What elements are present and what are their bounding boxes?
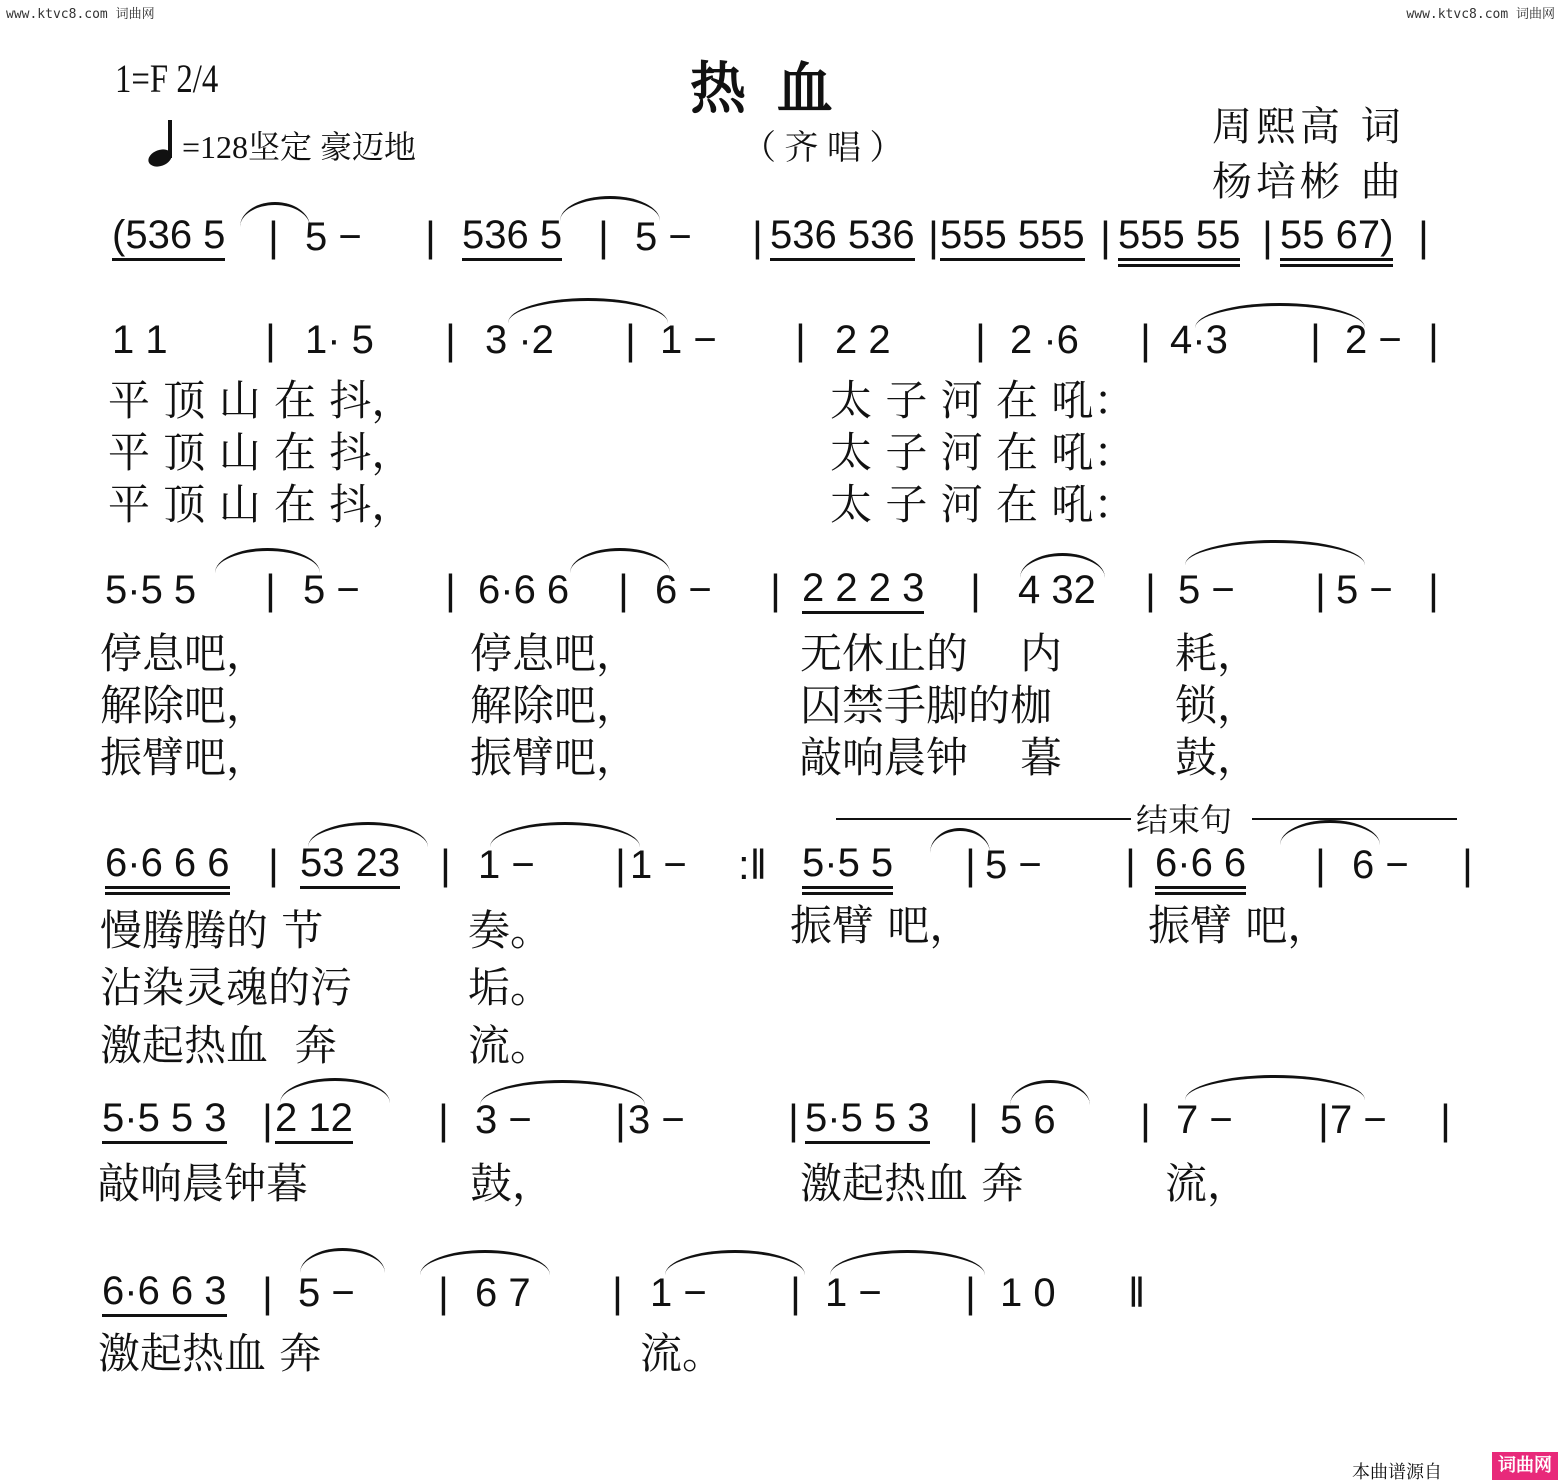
barline: | bbox=[618, 566, 629, 613]
watermark-right: www.ktvc8.com 词曲网 bbox=[1406, 7, 1555, 22]
score-row-1 bbox=[0, 212, 1561, 272]
score-row-3 bbox=[0, 565, 1561, 625]
barline: | bbox=[268, 213, 279, 260]
slur bbox=[215, 548, 320, 573]
lyric-line: 振臂吧， bbox=[470, 733, 639, 782]
lyric-line: 振臂 吧， bbox=[1148, 901, 1330, 950]
barline: | bbox=[445, 316, 456, 363]
barline: | bbox=[1140, 1096, 1151, 1143]
composer-credit: 杨培彬 曲 bbox=[1212, 159, 1405, 205]
lyric-line: 流。 bbox=[640, 1329, 725, 1378]
lyric-line: 囚禁手脚的枷 bbox=[800, 681, 1053, 730]
note-group: 2 − bbox=[1345, 318, 1402, 362]
lyric-line: 停息吧， bbox=[100, 629, 269, 678]
barline: | bbox=[1100, 213, 1111, 260]
barline: | bbox=[438, 1096, 449, 1143]
barline: | bbox=[975, 316, 986, 363]
key-signature: 1=F 2/4 bbox=[115, 56, 219, 101]
note-group: 7 − bbox=[1330, 1098, 1387, 1142]
note-group: 555 555 bbox=[940, 212, 1085, 261]
watermark-left: www.ktvc8.com 词曲网 bbox=[6, 7, 155, 22]
lyric-line: 敲响晨钟暮 bbox=[98, 1159, 309, 1208]
note-group: 2 ·6 bbox=[1010, 318, 1079, 362]
barline: | bbox=[425, 213, 436, 260]
barline: | bbox=[968, 1096, 979, 1143]
barline: | bbox=[625, 316, 636, 363]
note-group: 1 − bbox=[630, 843, 687, 887]
ending-bracket-line bbox=[1252, 818, 1457, 820]
lyric-line: 暮 bbox=[1020, 733, 1063, 782]
barline: | bbox=[262, 1096, 273, 1143]
lyric-line: 内 bbox=[1020, 629, 1063, 678]
slur bbox=[300, 1248, 385, 1273]
note-group: 1 − bbox=[478, 843, 535, 887]
lyric-line: 振臂吧， bbox=[100, 733, 269, 782]
lyric-line: 平 顶 山 在 抖， bbox=[108, 376, 414, 425]
note-group: 5 − bbox=[1336, 568, 1393, 612]
note-group: 555 55 bbox=[1118, 212, 1240, 261]
note-group: 5·5 5 3 bbox=[805, 1095, 930, 1144]
lyric-line: 解除吧， bbox=[100, 681, 269, 730]
barline: | bbox=[265, 566, 276, 613]
slur bbox=[240, 202, 310, 227]
lyric-line: 停息吧， bbox=[470, 629, 639, 678]
barline: | bbox=[1140, 316, 1151, 363]
lyricist-credit: 周熙高 词 bbox=[1212, 104, 1405, 150]
final-barline: ‖ bbox=[1128, 1269, 1146, 1316]
slur bbox=[1280, 820, 1380, 845]
score-row-4 bbox=[0, 840, 1561, 900]
note-group: 1 1 bbox=[112, 318, 168, 362]
slur bbox=[930, 828, 990, 853]
barline: | bbox=[965, 841, 976, 888]
barline: | bbox=[788, 1096, 799, 1143]
note-group: 55 67) bbox=[1280, 212, 1393, 261]
note-group: 5 − bbox=[635, 215, 692, 259]
slur bbox=[1195, 303, 1365, 328]
ending-section-label: 结束句 bbox=[1136, 801, 1233, 839]
barline: | bbox=[928, 213, 939, 260]
note-group: 4·3 bbox=[1170, 318, 1228, 362]
repeat-sign: :‖ bbox=[738, 841, 768, 888]
note-group: 3 − bbox=[628, 1098, 685, 1142]
barline: | bbox=[1315, 841, 1326, 888]
note-group: 1 − bbox=[660, 318, 717, 362]
note-group: 6 7 bbox=[475, 1271, 531, 1315]
note-group: (536 5 bbox=[112, 212, 225, 261]
lyric-line: 鼓， bbox=[470, 1159, 555, 1208]
lyric-line: 敲响晨钟 bbox=[800, 733, 969, 782]
lyric-line: 太 子 河 在 吼： bbox=[830, 480, 1136, 529]
slur bbox=[830, 1250, 985, 1275]
barline: | bbox=[1145, 566, 1156, 613]
note-group: 5·5 5 3 bbox=[102, 1095, 227, 1144]
note-group: 6 − bbox=[1352, 843, 1409, 887]
note-group: 5 − bbox=[985, 843, 1042, 887]
lyric-line: 慢腾腾的 节 bbox=[100, 906, 324, 955]
note-group: 6 − bbox=[655, 568, 712, 612]
lyric-line: 流。 bbox=[468, 1021, 553, 1070]
lyric-line: 激起热血 奔 bbox=[98, 1329, 322, 1378]
barline: | bbox=[770, 566, 781, 613]
ending-bracket-line bbox=[836, 818, 1131, 820]
note-group: 2 2 bbox=[835, 318, 891, 362]
lyric-line: 激起热血 奔 bbox=[800, 1159, 1024, 1208]
barline: | bbox=[965, 1269, 976, 1316]
barline: | bbox=[795, 316, 806, 363]
lyric-line: 沾染灵魂的污 bbox=[100, 963, 353, 1012]
lyric-line: 太 子 河 在 吼： bbox=[830, 376, 1136, 425]
barline: | bbox=[1315, 566, 1326, 613]
slur bbox=[1010, 1080, 1090, 1105]
barline: | bbox=[612, 1269, 623, 1316]
barline: | bbox=[262, 1269, 273, 1316]
note-group: 536 536 bbox=[770, 212, 915, 261]
lyric-line: 垢。 bbox=[468, 963, 553, 1012]
slur bbox=[308, 822, 428, 847]
barline: | bbox=[790, 1269, 801, 1316]
slur bbox=[1020, 553, 1105, 578]
barline: | bbox=[1428, 566, 1439, 613]
lyric-line: 太 子 河 在 吼： bbox=[830, 428, 1136, 477]
barline: | bbox=[598, 213, 609, 260]
note-group: 5·5 5 bbox=[105, 568, 197, 612]
barline: | bbox=[268, 841, 279, 888]
note-group: 1 − bbox=[650, 1271, 707, 1315]
note-group: 1 − bbox=[825, 1271, 882, 1315]
barline: | bbox=[752, 213, 763, 260]
lyric-line: 鼓， bbox=[1175, 733, 1260, 782]
note-group: 4 32 bbox=[1018, 568, 1096, 612]
lyric-line: 无休止的 bbox=[800, 629, 969, 678]
quarter-note-icon bbox=[140, 118, 180, 168]
note-group: 6·6 6 6 bbox=[105, 840, 230, 889]
lyric-line: 奏。 bbox=[468, 906, 553, 955]
barline: | bbox=[265, 316, 276, 363]
slur bbox=[1185, 1075, 1365, 1100]
tempo-marking bbox=[140, 118, 416, 168]
note-group: 5 6 bbox=[1000, 1098, 1056, 1142]
barline: | bbox=[1125, 841, 1136, 888]
note-group: 6·6 6 3 bbox=[102, 1268, 227, 1317]
barline: | bbox=[615, 1096, 626, 1143]
note-group: 536 5 bbox=[462, 212, 562, 261]
barline: | bbox=[438, 1269, 449, 1316]
note-group: 2 2 2 3 bbox=[802, 565, 924, 614]
barline: | bbox=[1318, 1096, 1329, 1143]
note-group: 7 − bbox=[1176, 1098, 1233, 1142]
song-subtitle: （齐唱） bbox=[742, 128, 912, 168]
song-title: 热血 bbox=[690, 56, 864, 122]
lyric-line: 耗， bbox=[1175, 629, 1260, 678]
lyric-line: 激起热血 奔 bbox=[100, 1021, 337, 1070]
slur bbox=[490, 822, 640, 847]
barline: | bbox=[1418, 213, 1429, 260]
barline: | bbox=[445, 566, 456, 613]
note-group: 3 − bbox=[475, 1098, 532, 1142]
lyric-line: 振臂 吧， bbox=[790, 901, 972, 950]
barline: | bbox=[440, 841, 451, 888]
barline: | bbox=[1428, 316, 1439, 363]
barline: | bbox=[1262, 213, 1273, 260]
slur bbox=[420, 1250, 550, 1275]
slur bbox=[665, 1250, 805, 1275]
note-group: 6·6 6 bbox=[478, 568, 570, 612]
barline: | bbox=[615, 841, 626, 888]
note-group: 5 − bbox=[1178, 568, 1235, 612]
note-group: 5 − bbox=[303, 568, 360, 612]
barline: | bbox=[1310, 316, 1321, 363]
note-group: 5 − bbox=[298, 1271, 355, 1315]
tempo-text: =128坚定 豪迈地 bbox=[182, 129, 417, 165]
slur bbox=[508, 298, 668, 323]
footer-source-text: 本曲谱源自 bbox=[1352, 1462, 1442, 1483]
footer-brand-logo: 词曲网 bbox=[1492, 1452, 1558, 1480]
note-group: 2 12 bbox=[275, 1095, 353, 1144]
note-group: 1 0 bbox=[1000, 1271, 1056, 1315]
lyric-line: 平 顶 山 在 抖， bbox=[108, 428, 414, 477]
note-group: 5·5 5 bbox=[802, 840, 893, 889]
slur bbox=[1185, 540, 1365, 565]
score-row-5 bbox=[0, 1095, 1561, 1155]
slur bbox=[570, 548, 670, 573]
note-group: 53 23 bbox=[300, 840, 400, 889]
lyric-line: 流， bbox=[1165, 1159, 1250, 1208]
lyric-line: 锁， bbox=[1175, 681, 1260, 730]
barline: | bbox=[1462, 841, 1473, 888]
note-group: 6·6 6 bbox=[1155, 840, 1246, 889]
barline: | bbox=[1440, 1096, 1451, 1143]
lyric-line: 平 顶 山 在 抖， bbox=[108, 480, 414, 529]
note-group: 3 ·2 bbox=[485, 318, 554, 362]
lyric-line: 解除吧， bbox=[470, 681, 639, 730]
slur bbox=[480, 1080, 645, 1105]
slur bbox=[560, 196, 660, 221]
note-group: 1· 5 bbox=[305, 318, 374, 362]
note-group: 5 − bbox=[305, 215, 362, 259]
score-row-6 bbox=[0, 1268, 1561, 1328]
barline: | bbox=[970, 566, 981, 613]
slur bbox=[280, 1078, 390, 1103]
